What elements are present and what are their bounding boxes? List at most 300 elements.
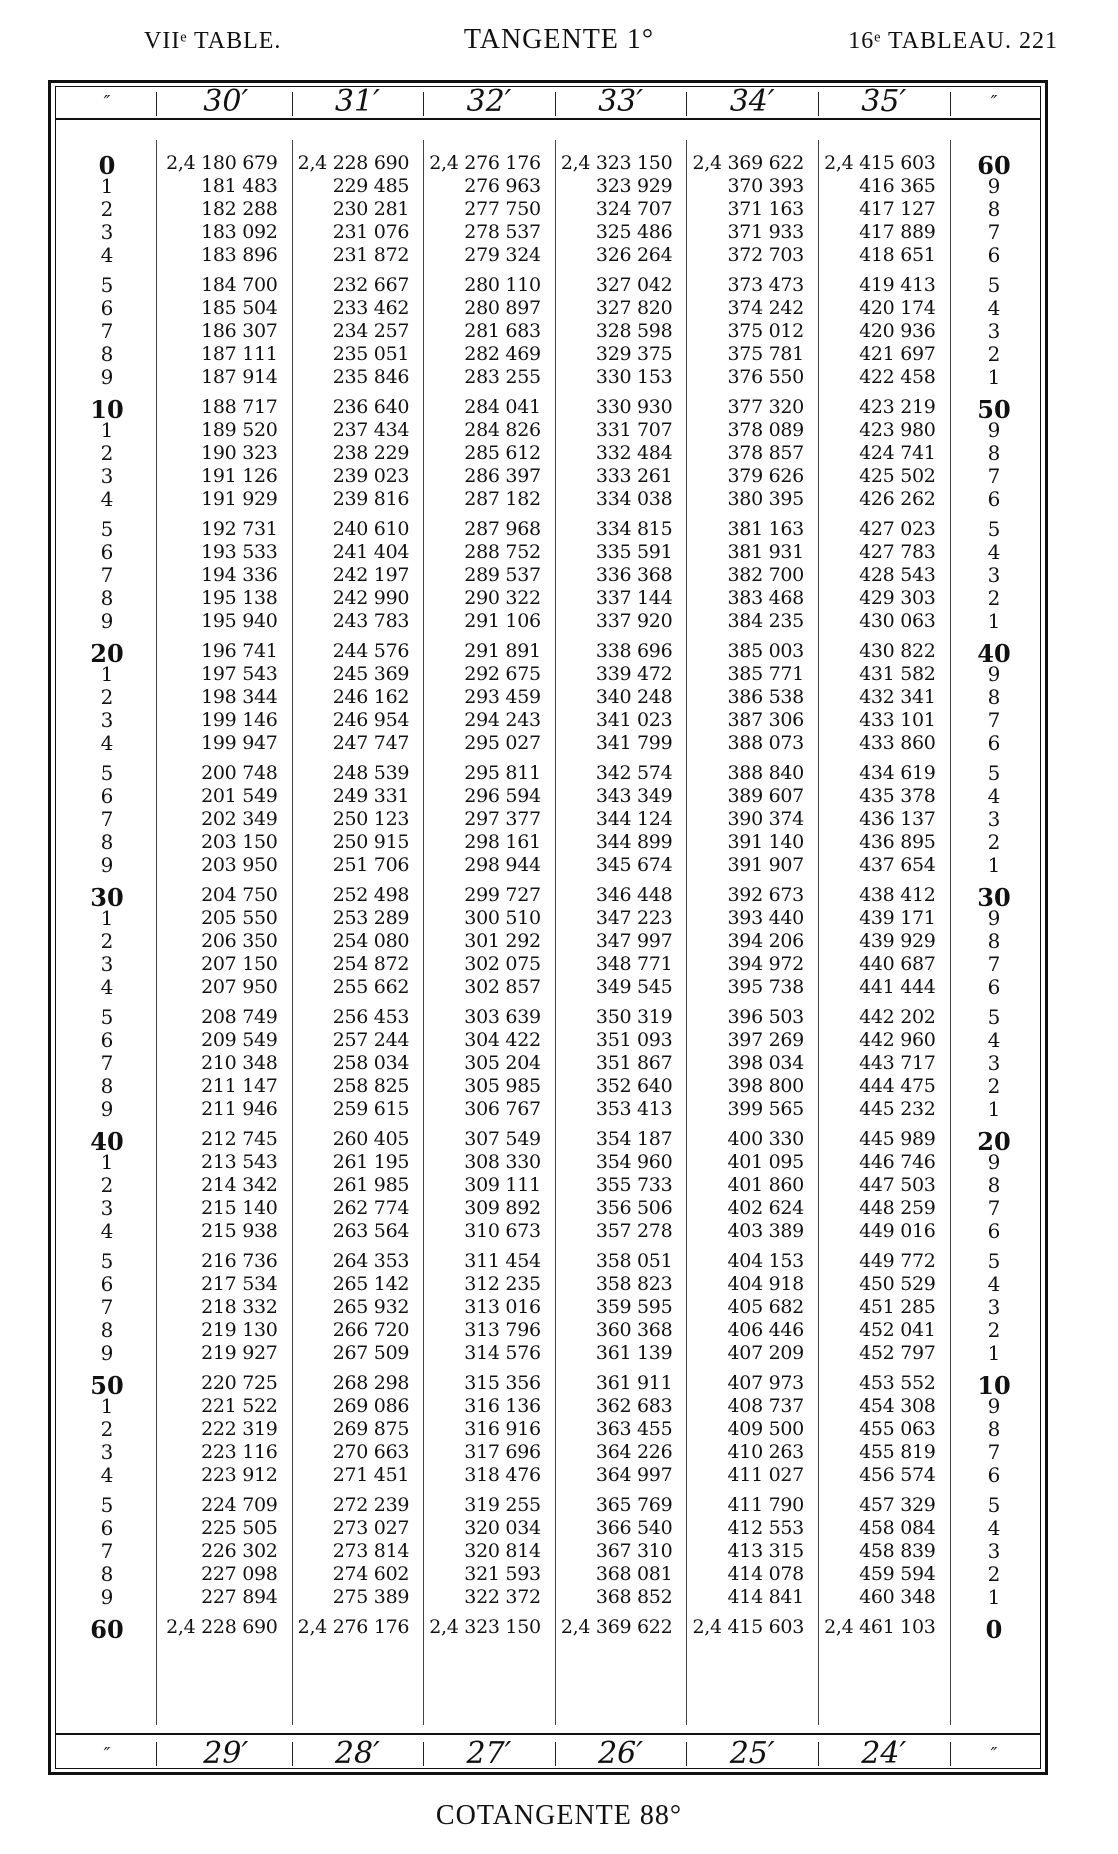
table-cell: 320 814: [464, 1540, 541, 1563]
table-cell: 208 749: [201, 1006, 278, 1028]
column-header-34min: 34′: [729, 84, 775, 119]
table-cell: 458 084: [859, 1517, 936, 1540]
table-cell: 2,4 369 622: [692, 152, 804, 174]
table-cell: 183 092: [201, 221, 278, 244]
table-cell: 215 140: [201, 1197, 278, 1220]
row-second-right: 20: [977, 1127, 1011, 1156]
table-cell: 240 610: [332, 518, 410, 540]
table-cell: 420 936: [859, 320, 936, 343]
row-second-right: 5: [987, 517, 1001, 541]
table-cell: 309 111: [464, 1174, 541, 1197]
row-second-left: 5: [100, 1005, 114, 1029]
table-cell: 375 781: [727, 343, 804, 366]
table-cell: 330 153: [595, 366, 673, 389]
row-second-left: 4: [100, 1219, 114, 1244]
table-cell: 335 591: [595, 541, 673, 564]
table-cell: 304 422: [464, 1029, 541, 1052]
row-second-right: 7: [987, 1196, 1001, 1221]
table-cell: 433 860: [859, 732, 936, 755]
table-cell: 324 707: [595, 198, 673, 221]
table-cell: 378 089: [727, 419, 804, 442]
table-cell: 272 239: [332, 1494, 410, 1516]
table-cell: 269 875: [332, 1418, 410, 1441]
row-second-left: 3: [100, 708, 114, 733]
table-cell: 264 353: [332, 1250, 410, 1272]
table-cell: 403 389: [727, 1220, 804, 1243]
table-cell: 253 289: [332, 907, 410, 930]
row-second-right: 2: [987, 586, 1001, 611]
table-cell: 214 342: [201, 1174, 278, 1197]
table-cell: 344 124: [595, 808, 673, 831]
row-second-right: 7: [987, 220, 1001, 245]
table-cell: 416 365: [859, 175, 936, 198]
table-cell: 387 306: [727, 709, 804, 732]
table-cell: 442 202: [859, 1006, 936, 1028]
table-cell: 396 503: [727, 1006, 804, 1028]
header-seconds-mark-right: ″: [990, 92, 998, 113]
table-cell: 219 130: [201, 1319, 278, 1342]
row-second-right: 9: [987, 662, 1001, 687]
table-cell: 234 257: [332, 320, 410, 343]
table-cell: 2,4 276 176: [297, 1616, 410, 1638]
body-column-divider: [156, 140, 157, 1725]
row-second-left: 6: [100, 784, 114, 809]
table-cell: 309 892: [464, 1197, 541, 1220]
table-cell: 421 697: [859, 343, 936, 366]
table-cell: 368 081: [595, 1563, 673, 1586]
row-second-left: 7: [100, 807, 114, 832]
row-second-left: 2: [100, 1173, 114, 1198]
table-cell: 358 823: [595, 1273, 673, 1296]
table-cell: 410 263: [727, 1441, 804, 1464]
table-cell: 203 150: [201, 831, 278, 854]
table-cell: 441 444: [859, 976, 936, 999]
row-second-left: 4: [100, 243, 114, 268]
table-cell: 377 320: [727, 396, 804, 418]
table-cell: 219 927: [201, 1342, 278, 1365]
table-cell: 344 899: [595, 831, 673, 854]
row-second-right: 3: [987, 1295, 1001, 1320]
table-cell: 188 717: [201, 396, 278, 418]
row-second-right: 4: [987, 784, 1001, 809]
table-cell: 292 675: [464, 663, 541, 686]
row-second-left: 2: [100, 441, 114, 466]
row-second-left: 6: [100, 1516, 114, 1541]
table-cell: 275 389: [332, 1586, 410, 1609]
table-cell: 185 504: [201, 297, 278, 320]
row-second-right: 60: [977, 151, 1011, 180]
table-cell: 453 552: [859, 1372, 936, 1394]
table-cell: 305 204: [464, 1052, 541, 1075]
table-cell: 251 706: [332, 854, 410, 877]
table-cell: 260 405: [332, 1128, 410, 1150]
table-cell: 294 243: [464, 709, 541, 732]
row-second-left: 9: [100, 1097, 114, 1122]
table-cell: 327 820: [595, 297, 673, 320]
row-second-right: 3: [987, 563, 1001, 588]
table-cell: 394 972: [727, 953, 804, 976]
table-cell: 405 682: [727, 1296, 804, 1319]
table-cell: 373 473: [727, 274, 804, 296]
table-cell: 271 451: [332, 1464, 410, 1487]
table-cell: 261 985: [332, 1174, 410, 1197]
row-second-right: 5: [987, 273, 1001, 297]
table-cell: 291 891: [464, 640, 541, 662]
table-cell: 444 475: [859, 1075, 936, 1098]
table-cell: 457 329: [859, 1494, 936, 1516]
table-cell: 303 639: [464, 1006, 541, 1028]
table-cell: 218 332: [201, 1296, 278, 1319]
table-cell: 446 746: [859, 1151, 936, 1174]
row-second-left: 4: [100, 975, 114, 1000]
table-cell: 312 235: [464, 1273, 541, 1296]
table-cell: 337 920: [595, 610, 673, 633]
row-second-left: 40: [90, 1127, 124, 1156]
table-cell: 187 111: [201, 343, 278, 366]
table-number: VIIᵉ TABLE.: [144, 28, 282, 54]
table-cell: 459 594: [859, 1563, 936, 1586]
table-cell: 291 106: [464, 610, 541, 633]
table-cell: 197 543: [201, 663, 278, 686]
column-footer-28min: 28′: [334, 1736, 380, 1771]
row-second-right: 2: [987, 1318, 1001, 1343]
table-cell: 269 086: [332, 1395, 410, 1418]
row-second-left: 1: [100, 418, 114, 443]
table-cell: 236 640: [332, 396, 410, 418]
table-cell: 202 349: [201, 808, 278, 831]
row-second-left: 7: [100, 1539, 114, 1564]
page-title: TANGENTE 1°: [463, 24, 655, 55]
table-cell: 334 815: [595, 518, 673, 540]
table-cell: 300 510: [464, 907, 541, 930]
table-cell: 329 375: [595, 343, 673, 366]
row-second-left: 2: [100, 197, 114, 222]
footer-seconds-mark-left: ″: [103, 1744, 111, 1765]
footer-column-divider: [156, 1742, 157, 1766]
table-cell: 313 016: [464, 1296, 541, 1319]
table-cell: 186 307: [201, 320, 278, 343]
table-cell: 241 404: [332, 541, 410, 564]
table-cell: 305 985: [464, 1075, 541, 1098]
table-cell: 332 484: [595, 442, 673, 465]
table-cell: 448 259: [859, 1197, 936, 1220]
table-cell: 289 537: [464, 564, 541, 587]
table-cell: 322 372: [464, 1586, 541, 1609]
table-cell: 298 161: [464, 831, 541, 854]
table-cell: 205 550: [201, 907, 278, 930]
table-cell: 411 027: [727, 1464, 804, 1487]
table-cell: 239 023: [332, 465, 410, 488]
table-cell: 427 783: [859, 541, 936, 564]
table-cell: 298 944: [464, 854, 541, 877]
table-cell: 343 349: [595, 785, 673, 808]
table-cell: 455 819: [859, 1441, 936, 1464]
table-cell: 354 187: [595, 1128, 673, 1150]
table-cell: 196 741: [201, 640, 278, 662]
row-second-right: 2: [987, 830, 1001, 855]
table-cell: 201 549: [201, 785, 278, 808]
table-cell: 258 825: [332, 1075, 410, 1098]
row-second-right: 7: [987, 464, 1001, 489]
table-cell: 321 593: [464, 1563, 541, 1586]
table-cell: 388 073: [727, 732, 804, 755]
table-cell: 215 938: [201, 1220, 278, 1243]
table-cell: 211 147: [201, 1075, 278, 1098]
table-cell: 460 348: [859, 1586, 936, 1609]
table-cell: 313 796: [464, 1319, 541, 1342]
column-footer-24min: 24′: [861, 1736, 907, 1771]
row-second-right: 40: [977, 639, 1011, 668]
table-cell: 435 378: [859, 785, 936, 808]
row-second-left: 7: [100, 1051, 114, 1076]
table-cell: 256 453: [332, 1006, 410, 1028]
table-cell: 326 264: [595, 244, 673, 267]
table-cell: 406 446: [727, 1319, 804, 1342]
table-cell: 199 947: [201, 732, 278, 755]
row-second-right: 10: [977, 1371, 1011, 1400]
table-cell: 223 116: [201, 1441, 278, 1464]
table-cell: 216 736: [201, 1250, 278, 1272]
table-cell: 243 783: [332, 610, 410, 633]
table-cell: 229 485: [332, 175, 410, 198]
table-cell: 449 772: [859, 1250, 936, 1272]
table-cell: 399 565: [727, 1098, 804, 1121]
table-cell: 316 136: [464, 1395, 541, 1418]
table-cell: 263 564: [332, 1220, 410, 1243]
row-second-right: 9: [987, 418, 1001, 443]
table-cell: 246 954: [332, 709, 410, 732]
table-cell: 265 142: [332, 1273, 410, 1296]
table-cell: 301 292: [464, 930, 541, 953]
row-second-left: 7: [100, 1295, 114, 1320]
table-cell: 320 034: [464, 1517, 541, 1540]
table-cell: 427 023: [859, 518, 936, 540]
table-cell: 431 582: [859, 663, 936, 686]
row-second-right: 6: [987, 731, 1001, 756]
row-second-right: 1: [987, 1585, 1001, 1610]
table-cell: 247 747: [332, 732, 410, 755]
table-cell: 345 674: [595, 854, 673, 877]
table-cell: 194 336: [201, 564, 278, 587]
row-second-right: 1: [987, 1341, 1001, 1366]
table-cell: 456 574: [859, 1464, 936, 1487]
row-second-left: 2: [100, 929, 114, 954]
table-cell: 183 896: [201, 244, 278, 267]
table-cell: 268 298: [332, 1372, 410, 1394]
column-footer-29min: 29′: [203, 1736, 249, 1771]
table-cell: 363 455: [595, 1418, 673, 1441]
row-second-left: 8: [100, 586, 114, 611]
table-cell: 423 219: [859, 396, 936, 418]
table-cell: 317 696: [464, 1441, 541, 1464]
table-cell: 376 550: [727, 366, 804, 389]
row-second-left: 50: [90, 1371, 124, 1400]
row-second-right: 8: [987, 1173, 1001, 1198]
table-cell: 428 543: [859, 564, 936, 587]
table-cell: 227 098: [201, 1563, 278, 1586]
table-cell: 190 323: [201, 442, 278, 465]
table-cell: 430 822: [859, 640, 936, 662]
table-cell: 401 095: [727, 1151, 804, 1174]
row-second-left: 1: [100, 1394, 114, 1419]
table-cell: 258 034: [332, 1052, 410, 1075]
row-second-left: 6: [100, 540, 114, 565]
table-cell: 250 123: [332, 808, 410, 831]
row-second-right: 9: [987, 906, 1001, 931]
table-cell: 265 932: [332, 1296, 410, 1319]
table-cell: 248 539: [332, 762, 410, 784]
table-cell: 225 505: [201, 1517, 278, 1540]
table-cell: 418 651: [859, 244, 936, 267]
table-cell: 290 322: [464, 587, 541, 610]
table-cell: 347 997: [595, 930, 673, 953]
row-second-left: 5: [100, 1249, 114, 1273]
table-cell: 426 262: [859, 488, 936, 511]
table-cell: 261 195: [332, 1151, 410, 1174]
table-cell: 398 800: [727, 1075, 804, 1098]
row-second-left: 9: [100, 853, 114, 878]
row-second-left: 3: [100, 220, 114, 245]
table-cell: 191 929: [201, 488, 278, 511]
table-cell: 381 931: [727, 541, 804, 564]
table-cell: 199 146: [201, 709, 278, 732]
table-cell: 454 308: [859, 1395, 936, 1418]
row-second-right: 5: [987, 1249, 1001, 1273]
table-cell: 389 607: [727, 785, 804, 808]
table-cell: 356 506: [595, 1197, 673, 1220]
row-second-left: 8: [100, 830, 114, 855]
row-second-left: 6: [100, 296, 114, 321]
table-cell: 237 434: [332, 419, 410, 442]
table-cell: 445 989: [859, 1128, 936, 1150]
table-cell: 330 930: [595, 396, 673, 418]
table-cell: 195 940: [201, 610, 278, 633]
table-cell: 281 683: [464, 320, 541, 343]
row-second-right: 4: [987, 1516, 1001, 1541]
table-cell: 445 232: [859, 1098, 936, 1121]
table-cell: 307 549: [464, 1128, 541, 1150]
table-cell: 365 769: [595, 1494, 673, 1516]
table-cell: 266 720: [332, 1319, 410, 1342]
row-second-left: 2: [100, 1417, 114, 1442]
table-cell: 277 750: [464, 198, 541, 221]
table-cell: 370 393: [727, 175, 804, 198]
table-cell: 342 574: [595, 762, 673, 784]
table-cell: 391 140: [727, 831, 804, 854]
column-footer-25min: 25′: [729, 1736, 775, 1771]
table-cell: 227 894: [201, 1586, 278, 1609]
row-second-left: 6: [100, 1028, 114, 1053]
table-cell: 341 023: [595, 709, 673, 732]
table-cell: 425 502: [859, 465, 936, 488]
table-cell: 438 412: [859, 884, 936, 906]
table-cell: 259 615: [332, 1098, 410, 1121]
row-second-right: 6: [987, 1219, 1001, 1244]
column-header-32min: 32′: [466, 84, 512, 119]
table-cell: 284 041: [464, 396, 541, 418]
table-cell: 340 248: [595, 686, 673, 709]
table-cell: 385 003: [727, 640, 804, 662]
row-second-left: 4: [100, 731, 114, 756]
table-cell: 381 163: [727, 518, 804, 540]
row-second-left: 1: [100, 1150, 114, 1175]
table-cell: 2,4 323 150: [429, 1616, 541, 1638]
table-cell: 372 703: [727, 244, 804, 267]
table-cell: 414 841: [727, 1586, 804, 1609]
table-cell: 384 235: [727, 610, 804, 633]
row-second-right: 7: [987, 708, 1001, 733]
row-second-left: 7: [100, 319, 114, 344]
row-second-right: 8: [987, 929, 1001, 954]
row-second-right: 4: [987, 1028, 1001, 1053]
row-second-right: 7: [987, 952, 1001, 977]
table-cell: 368 852: [595, 1586, 673, 1609]
table-cell: 223 912: [201, 1464, 278, 1487]
table-cell: 287 182: [464, 488, 541, 511]
table-cell: 419 413: [859, 274, 936, 296]
table-cell: 338 696: [595, 640, 673, 662]
row-second-right: 7: [987, 1440, 1001, 1465]
table-cell: 181 483: [201, 175, 278, 198]
table-cell: 436 895: [859, 831, 936, 854]
table-cell: 449 016: [859, 1220, 936, 1243]
row-second-left: 4: [100, 1463, 114, 1488]
table-cell: 385 771: [727, 663, 804, 686]
table-cell: 364 226: [595, 1441, 673, 1464]
table-cell: 325 486: [595, 221, 673, 244]
table-cell: 411 790: [727, 1494, 804, 1516]
row-second-right: 9: [987, 1150, 1001, 1175]
table-cell: 394 206: [727, 930, 804, 953]
table-cell: 404 153: [727, 1250, 804, 1272]
table-cell: 316 916: [464, 1418, 541, 1441]
table-cell: 315 356: [464, 1372, 541, 1394]
table-cell: 244 576: [332, 640, 410, 662]
table-cell: 254 872: [332, 953, 410, 976]
row-second-left: 3: [100, 464, 114, 489]
table-cell: 333 261: [595, 465, 673, 488]
table-cell: 408 737: [727, 1395, 804, 1418]
table-cell: 358 051: [595, 1250, 673, 1272]
column-header-31min: 31′: [334, 84, 380, 119]
row-second-left: 1: [100, 906, 114, 931]
table-cell: 383 468: [727, 587, 804, 610]
table-cell: 295 027: [464, 732, 541, 755]
column-footer-26min: 26′: [598, 1736, 644, 1771]
table-cell: 434 619: [859, 762, 936, 784]
table-cell: 200 748: [201, 762, 278, 784]
row-second-left: 10: [90, 395, 124, 424]
row-second-left: 6: [100, 1272, 114, 1297]
table-cell: 230 281: [332, 198, 410, 221]
table-cell: 398 034: [727, 1052, 804, 1075]
table-cell: 430 063: [859, 610, 936, 633]
table-cell: 274 602: [332, 1563, 410, 1586]
table-cell: 429 303: [859, 587, 936, 610]
table-cell: 279 324: [464, 244, 541, 267]
row-second-left: 5: [100, 761, 114, 785]
table-cell: 192 731: [201, 518, 278, 540]
table-cell: 357 278: [595, 1220, 673, 1243]
row-second-right: 1: [987, 1097, 1001, 1122]
table-cell: 280 110: [464, 274, 541, 296]
row-second-left: 3: [100, 1196, 114, 1221]
row-second-left: 30: [90, 883, 124, 912]
table-cell: 2,4 180 679: [166, 152, 278, 174]
table-cell: 367 310: [595, 1540, 673, 1563]
table-cell: 351 093: [595, 1029, 673, 1052]
table-cell: 451 285: [859, 1296, 936, 1319]
